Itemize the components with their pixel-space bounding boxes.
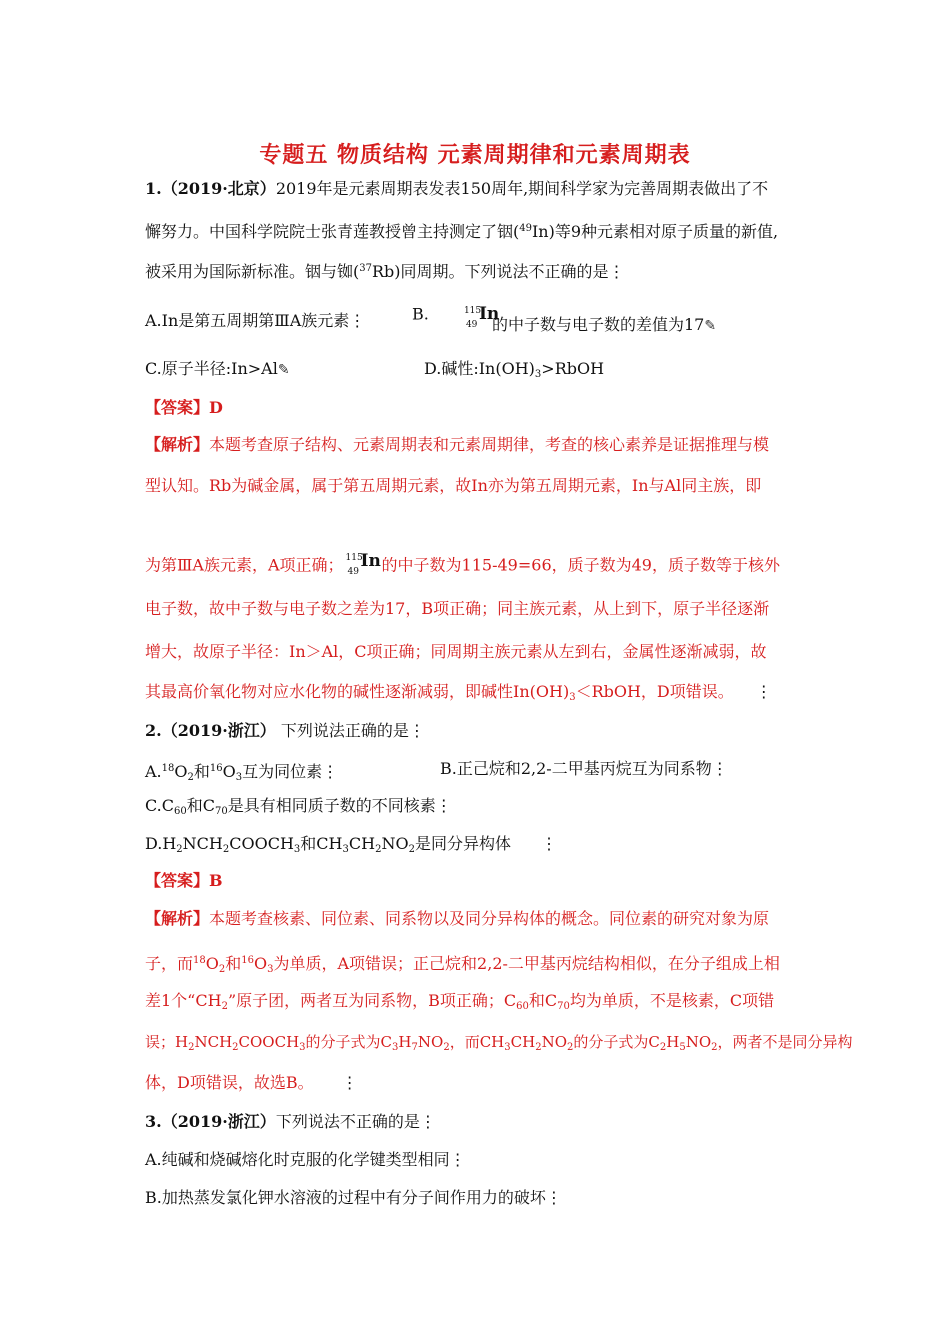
q2-analysis-line-5: 体，D项错误，故选B。 ⋮ <box>145 1073 358 1092</box>
q2-option-c: $C.C_{60}$和$C_{70}$是具有相同质子数的不同核素⋮ <box>145 796 452 817</box>
q2-analysis-line-3: 差1个“$CH_2$”原子团，两者互为同系物，B项正确；$C_{60}$和$C_{70}$均为单质，不是核素，C项错 <box>145 991 775 1012</box>
q2-analysis-line-2: 子，而$^{18}O_2$和$^{16}O_3$为单质，A项错误；正己烷和2,2-二甲基丙烷结构相似，在分子组成上相 <box>145 954 780 975</box>
q1-analysis-line-5: 增大，故原子半径：In＞Al，C项正确；同周期主族元素从左到右，金属性逐渐减弱，故 <box>145 642 767 661</box>
q1-analysis-line-1: 【解析】本题考查原子结构、元素周期表和元素周期律，考查的核心素养是证据推理与模 <box>145 435 770 454</box>
q1-option-a: A.In是第五周期第ⅢA族元素⋮ <box>145 311 366 330</box>
q2-option-b: B.正己烷和2,2-二甲基丙烷互为同系物⋮ <box>440 759 728 778</box>
q1-line-2: 懈努力。中国科学院院士张青莲教授曾主持测定了铟($^{49}$In)等9种元素相对原子质量的新值, <box>145 222 779 241</box>
q2-analysis-line-1: 【解析】本题考查核素、同位素、同系物以及同分异构体的概念。同位素的研究对象为原 <box>145 909 770 928</box>
q1-analysis-line-6: 其最高价氧化物对应水化物的碱性逐渐减弱，即碱性$In(OH)_3<RbOH$，D项错误。 ⋮ <box>145 682 772 703</box>
q1-analysis-line-3: 为第ⅢA族元素，A项正确； 115 49 In 的中子数为115-49=66，质子数为49，质子数等于核外 <box>145 551 780 581</box>
q3-option-b: B.加热蒸发氯化钾水溶液的过程中有分子间作用力的破坏⋮ <box>145 1188 562 1207</box>
q2-stem: 2.（2019·浙江） 下列说法正确的是⋮ <box>145 721 425 740</box>
q1-option-c: C.原子半径:In>Al✎ <box>145 359 290 378</box>
nuclide-in-115: 115 49 In <box>463 304 500 330</box>
q3-stem: 3.（2019·浙江）下列说法不正确的是⋮ <box>145 1112 436 1131</box>
q2-answer: 【答案】B <box>145 871 223 890</box>
hand-mark-icon: ✎ <box>704 317 717 334</box>
nuclide-in-115-inline: 115 49 In <box>345 551 381 577</box>
q1-head: 1.（2019·北京） <box>145 179 276 198</box>
q1-option-d: D.碱性$:In(OH)_3>RbOH$ <box>424 359 605 380</box>
q1-analysis-line-2: 型认知。Rb为碱金属，属于第五周期元素，故In亦为第五周期元素，In与Al同主族，即 <box>145 476 762 495</box>
q3-option-a: A.纯碱和烧碱熔化时克服的化学键类型相同⋮ <box>145 1150 466 1169</box>
q2-option-a: $A.^{18}O_2$和$^{16}O_3$互为同位素⋮ <box>145 762 339 783</box>
q1-option-b: B. 115 49 In 的中子数与电子数的差值为17✎ <box>412 300 716 330</box>
q1-line-1: 1.（2019·北京）2019年是元素周期表发表150周年,期间科学家为完善周期表做出了不 <box>145 179 769 198</box>
q1-analysis-line-4: 电子数，故中子数与电子数之差为17，B项正确；同主族元素，从上到下，原子半径逐渐 <box>145 599 770 618</box>
q2-option-d: $D.H_2NCH_2COOCH_3$和$CH_3CH_2NO_2$是同分异构体 ⋮ <box>145 834 557 855</box>
q1-line-3: 被采用为国际新标准。铟与铷($^{37}$Rb)同周期。下列说法不正确的是⋮ <box>145 262 625 281</box>
q1-answer: 【答案】D <box>145 398 223 417</box>
q2-analysis-line-4: 误；$H_2NCH_2COOCH_3$的分子式为$C_3H_7NO_2$，而$CH_3CH_2NO_2$的分子式为$C_2H_5NO_2$，两者不是同分异构 <box>145 1033 853 1053</box>
hand-mark-icon: ✎ <box>277 362 290 378</box>
page-title: 专题五 物质结构 元素周期律和元素周期表 <box>259 143 691 168</box>
